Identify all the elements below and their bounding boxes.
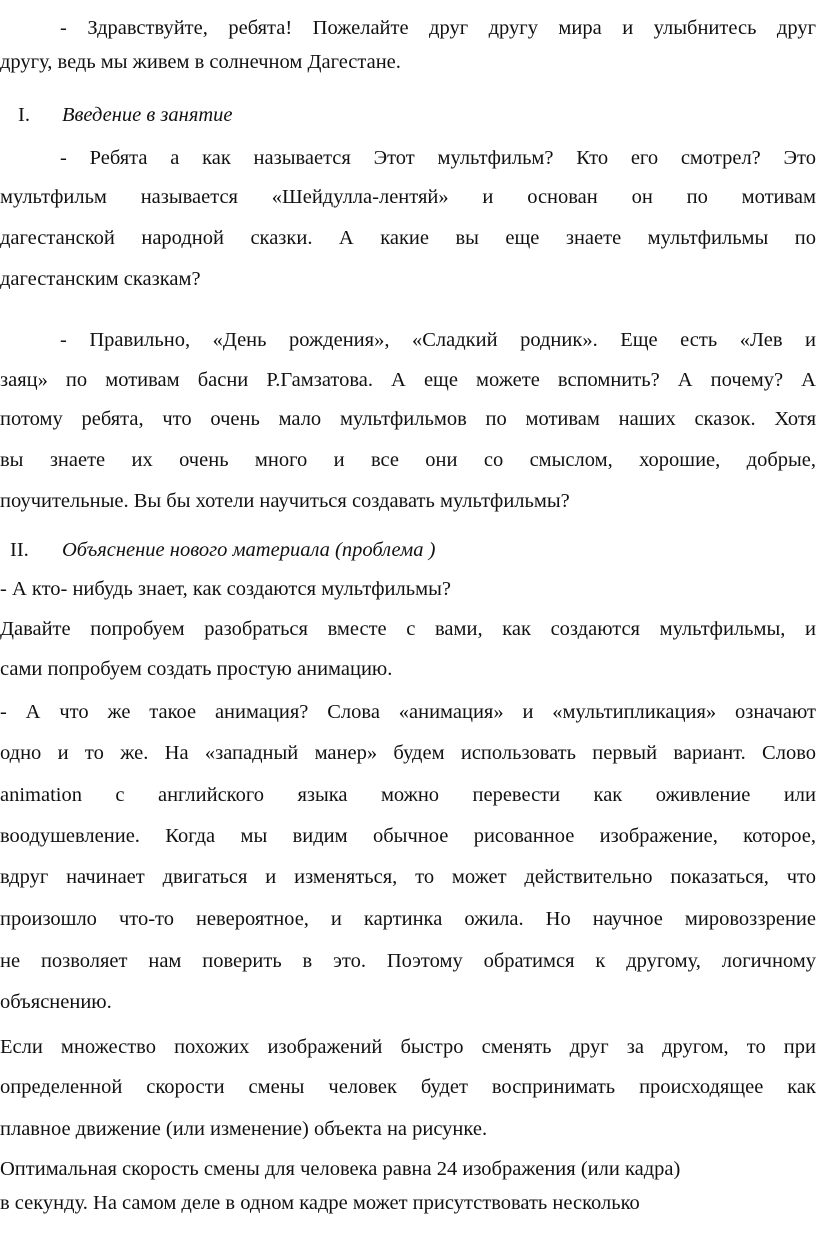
paragraph-line: произошло что-то невероятное, и картинка ожила. Но научное мировоззрение bbox=[0, 908, 816, 930]
paragraph-line: - А что же такое анимация? Слова «анимация» и «мультипликация» означают bbox=[0, 701, 816, 723]
paragraph-line: вдруг начинает двигаться и изменяться, то может действительно показаться, что bbox=[0, 866, 816, 888]
paragraph-line: дагестанской народной сказки. А какие вы еще знаете мультфильмы по bbox=[0, 227, 816, 249]
paragraph-line: определенной скорости смены человек будет воспринимать происходящее как bbox=[0, 1076, 816, 1098]
paragraph-line: объяснению. bbox=[0, 991, 112, 1013]
paragraph-line: плавное движение (или изменение) объекта на рисунке. bbox=[0, 1118, 488, 1140]
paragraph-line: не позволяет нам поверить в это. Поэтому обратимся к другому, логичному bbox=[0, 950, 816, 972]
paragraph-line: Если множество похожих изображений быстро сменять друг за другом, то при bbox=[0, 1036, 816, 1058]
paragraph-line: потому ребята, что очень мало мультфильмов по мотивам наших сказок. Хотя bbox=[0, 408, 816, 430]
paragraph-line: вы знаете их очень много и все они со смыслом, хорошие, добрые, bbox=[0, 449, 816, 471]
greeting-line-1: - Здравствуйте, ребята! Пожелайте друг другу мира и улыбнитесь друг bbox=[60, 17, 816, 39]
greeting-line-2: другу, ведь мы живем в солнечном Дагестане. bbox=[0, 51, 401, 73]
paragraph-line: мультфильм называется «Шейдулла-лентяй» и основан он по мотивам bbox=[0, 186, 816, 208]
section-title-2: Объяснение нового материала (проблема ) bbox=[62, 539, 436, 561]
paragraph-line: в секунду. На самом деле в одном кадре может присутствовать несколько bbox=[0, 1192, 640, 1214]
paragraph-line: Оптимальная скорость смены для человека равна 24 изображения (или кадра) bbox=[0, 1158, 681, 1180]
section-number-2: II. bbox=[10, 539, 29, 561]
paragraph-line: - Ребята а как называется Этот мультфильм? Кто его смотрел? Это bbox=[60, 147, 816, 169]
paragraph-line: - А кто- нибудь знает, как создаются мультфильмы? bbox=[0, 578, 451, 600]
section-number-1: I. bbox=[18, 104, 30, 126]
paragraph-line: поучительные. Вы бы хотели научиться создавать мультфильмы? bbox=[0, 490, 570, 512]
paragraph-line: animation с английского языка можно перевести как оживление или bbox=[0, 784, 816, 806]
section-heading-2 bbox=[0, 535, 816, 565]
section-title-1: Введение в занятие bbox=[62, 104, 233, 126]
paragraph-line: воодушевление. Когда мы видим обычное рисованное изображение, которое, bbox=[0, 825, 816, 847]
paragraph-line: сами попробуем создать простую анимацию. bbox=[0, 658, 393, 680]
section-heading-1 bbox=[0, 100, 816, 130]
paragraph-line: одно и то же. На «западный манер» будем использовать первый вариант. Слово bbox=[0, 742, 816, 764]
paragraph-line: - Правильно, «День рождения», «Сладкий родник». Еще есть «Лев и bbox=[60, 329, 816, 351]
paragraph-line: Давайте попробуем разобраться вместе с вами, как создаются мультфильмы, и bbox=[0, 618, 816, 640]
paragraph-line: заяц» по мотивам басни Р.Гамзатова. А еще можете вспомнить? А почему? А bbox=[0, 369, 816, 391]
paragraph-line: дагестанским сказкам? bbox=[0, 268, 201, 290]
